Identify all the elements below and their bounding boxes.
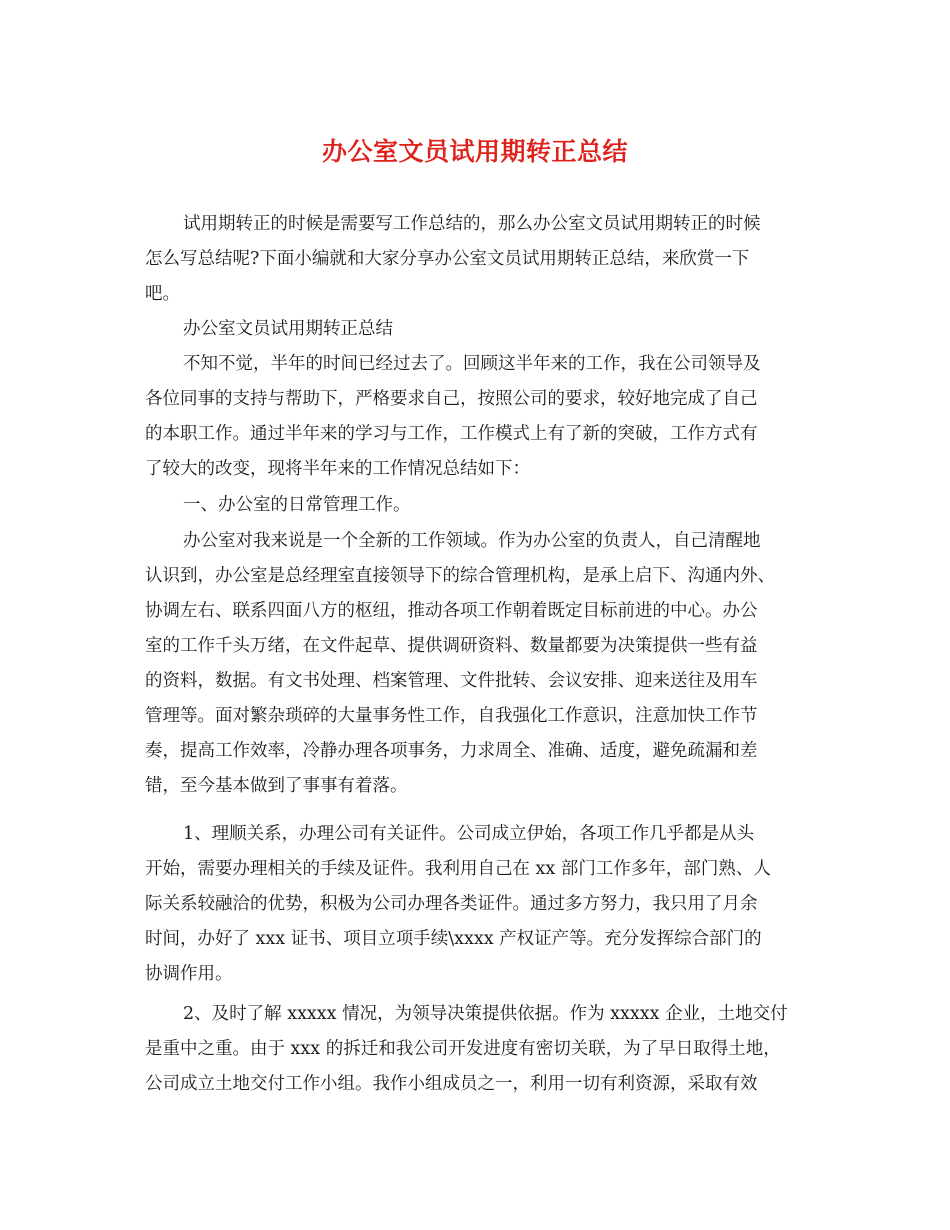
- paragraph-line: 各位同事的支持与帮助下，严格要求自己，按照公司的要求，较好地完成了自己: [145, 389, 758, 409]
- paragraph-line: 了较大的改变，现将半年来的工作情况总结如下：: [145, 459, 530, 479]
- paragraph-line: 协调作用。: [145, 964, 233, 984]
- paragraph-line: 2、及时了解 xxxxx 情况，为领导决策提供依据。作为 xxxxx 企业，土地交付: [183, 1004, 788, 1024]
- paragraph-line: 室的工作千头万绪，在文件起草、提供调研资料、数量都要为决策提供一些有益: [145, 636, 758, 656]
- paragraph-line: 试用期转正的时候是需要写工作总结的，那么办公室文员试用期转正的时候: [183, 214, 761, 234]
- paragraph-line: 1、理顺关系，办理公司有关证件。公司成立伊始，各项工作几乎都是从头: [183, 824, 755, 844]
- paragraph-line: 际关系较融洽的优势，积极为公司办理各类证件。通过多方努力，我只用了月余: [145, 894, 758, 914]
- paragraph-line: 认识到，办公室是总经理室直接领导下的综合管理机构，是承上启下、沟通内外、: [145, 566, 775, 586]
- paragraph-line: 不知不觉，半年的时间已经过去了。回顾这半年来的工作，我在公司领导及: [183, 354, 761, 374]
- paragraph-line: 协调左右、联系四面八方的枢纽，推动各项工作朝着既定目标前进的中心。办公: [145, 601, 758, 621]
- paragraph-line: 办公室对我来说是一个全新的工作领域。作为办公室的负责人，自己清醒地: [183, 531, 761, 551]
- paragraph-line: 奏，提高工作效率，冷静办理各项事务，力求周全、准确、适度，避免疏漏和差: [145, 741, 758, 761]
- paragraph-line: 开始，需要办理相关的手续及证件。我利用自己在 xx 部门工作多年，部门熟、人: [145, 859, 771, 879]
- paragraph-line: 一、办公室的日常管理工作。: [183, 495, 411, 515]
- paragraph-line: 的本职工作。通过半年来的学习与工作，工作模式上有了新的突破，工作方式有: [145, 424, 758, 444]
- paragraph-line: 的资料，数据。有文书处理、档案管理、文件批转、会议安排、迎来送往及用车: [145, 671, 758, 691]
- paragraph-line: 时间，办好了 xxx 证书、项目立项手续\xxxx 产权证产等。充分发挥综合部门的: [145, 929, 762, 949]
- paragraph-line: 是重中之重。由于 xxx 的拆迁和我公司开发进度有密切关联，为了早日取得土地，: [145, 1039, 781, 1059]
- paragraph-line: 管理等。面对繁杂琐碎的大量事务性工作，自我强化工作意识，注意加快工作节: [145, 706, 758, 726]
- paragraph-line: 吧。: [145, 284, 180, 304]
- paragraph-line: 错，至今基本做到了事事有着落。: [145, 776, 408, 796]
- paragraph-line: 怎么写总结呢?下面小编就和大家分享办公室文员试用期转正总结，来欣赏一下: [145, 249, 750, 269]
- paragraph-line: 办公室文员试用期转正总结: [183, 319, 393, 339]
- paragraph-line: 公司成立土地交付工作小组。我作小组成员之一，利用一切有利资源，采取有效: [145, 1074, 758, 1094]
- document-title: 办公室文员试用期转正总结: [321, 137, 628, 166]
